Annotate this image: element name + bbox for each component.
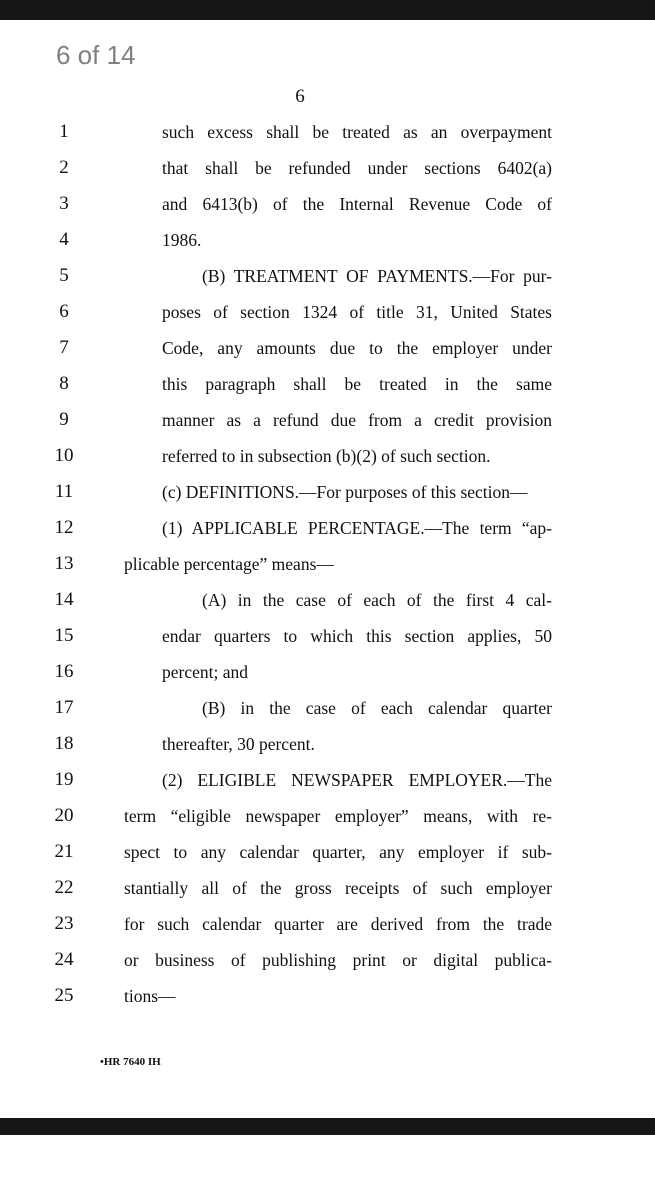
line-number: 12 — [54, 517, 74, 538]
document-line — [0, 510, 600, 546]
line-number: 21 — [54, 841, 74, 862]
line-text: plicable percentage” means— — [124, 554, 334, 574]
document-line — [0, 870, 600, 906]
page-counter: 6 of 14 — [56, 40, 136, 70]
document-line — [0, 366, 600, 402]
line-text: or business of publishing print or digital publica- — [124, 950, 552, 970]
line-text: term “eligible newspaper employer” means, with re- — [124, 806, 552, 826]
line-text: stantially all of the gross receipts of such employer — [124, 878, 552, 898]
line-text: that shall be refunded under sections 6402(a) — [162, 158, 552, 178]
document-line — [0, 942, 600, 978]
line-text: poses of section 1324 of title 31, United States — [162, 302, 552, 322]
document-line — [0, 402, 600, 438]
line-text: spect to any calendar quarter, any employer if sub- — [124, 842, 552, 862]
document-line — [0, 762, 600, 798]
page-number: 6 — [295, 86, 305, 107]
document-line — [0, 690, 600, 726]
line-text: this paragraph shall be treated in the same — [162, 374, 552, 394]
document-line — [0, 474, 600, 510]
document-line — [0, 222, 600, 258]
line-text: and 6413(b) of the Internal Revenue Code of — [162, 194, 552, 214]
line-number: 11 — [54, 481, 74, 502]
line-number: 9 — [59, 409, 69, 430]
document-line — [0, 798, 600, 834]
line-text: 1986. — [162, 230, 202, 250]
line-number: 23 — [54, 913, 74, 934]
line-number: 5 — [59, 265, 69, 286]
viewer-top-bar — [0, 0, 655, 20]
line-number: 6 — [59, 301, 69, 322]
document-line — [0, 546, 600, 582]
line-number: 19 — [54, 769, 74, 790]
line-number: 24 — [54, 949, 74, 970]
line-text: percent; and — [162, 662, 248, 682]
line-number: 8 — [59, 373, 69, 394]
line-text: for such calendar quarter are derived from the trade — [124, 914, 552, 934]
line-text: (2) ELIGIBLE NEWSPAPER EMPLOYER.—The — [162, 770, 552, 790]
line-text: (1) APPLICABLE PERCENTAGE.—The term “ap- — [162, 518, 552, 538]
line-number: 16 — [54, 661, 74, 682]
line-text: (A) in the case of each of the first 4 cal- — [202, 590, 552, 610]
document-line — [0, 834, 600, 870]
line-number: 7 — [59, 337, 69, 358]
line-text: (B) in the case of each calendar quarter — [202, 698, 552, 718]
line-number: 22 — [54, 877, 74, 898]
line-number: 13 — [54, 553, 74, 574]
line-text: tions— — [124, 986, 176, 1006]
document-line — [0, 330, 600, 366]
document-line — [0, 150, 600, 186]
line-number: 10 — [54, 445, 74, 466]
line-text: manner as a refund due from a credit provision — [162, 410, 552, 430]
document-line — [0, 978, 600, 1014]
document-line — [0, 618, 600, 654]
line-number: 17 — [54, 697, 74, 718]
document-line — [0, 906, 600, 942]
document-line — [0, 294, 600, 330]
document-line — [0, 114, 600, 150]
line-text: endar quarters to which this section applies, 50 — [162, 626, 552, 646]
viewer-bottom-bar — [0, 1118, 655, 1135]
line-number: 15 — [54, 625, 74, 646]
line-number: 14 — [54, 589, 74, 610]
line-text: Code, any amounts due to the employer under — [162, 338, 552, 358]
document-line — [0, 582, 600, 618]
line-text: (B) TREATMENT OF PAYMENTS.—For pur- — [202, 266, 552, 286]
line-number: 18 — [54, 733, 74, 754]
document-line — [0, 438, 600, 474]
line-number: 1 — [59, 121, 69, 142]
line-number: 25 — [54, 985, 74, 1006]
document-line — [0, 726, 600, 762]
document-line — [0, 654, 600, 690]
line-text: referred to in subsection (b)(2) of such section. — [162, 446, 491, 466]
line-number: 2 — [59, 157, 69, 178]
line-number: 20 — [54, 805, 74, 826]
document-line — [0, 186, 600, 222]
bill-identifier: •HR 7640 IH — [100, 1056, 161, 1068]
line-text: such excess shall be treated as an overpayment — [162, 122, 552, 142]
line-text: (c) DEFINITIONS.—For purposes of this section— — [162, 482, 528, 502]
line-number: 3 — [59, 193, 69, 214]
line-text: thereafter, 30 percent. — [162, 734, 315, 754]
line-number: 4 — [59, 229, 69, 250]
document-line — [0, 258, 600, 294]
